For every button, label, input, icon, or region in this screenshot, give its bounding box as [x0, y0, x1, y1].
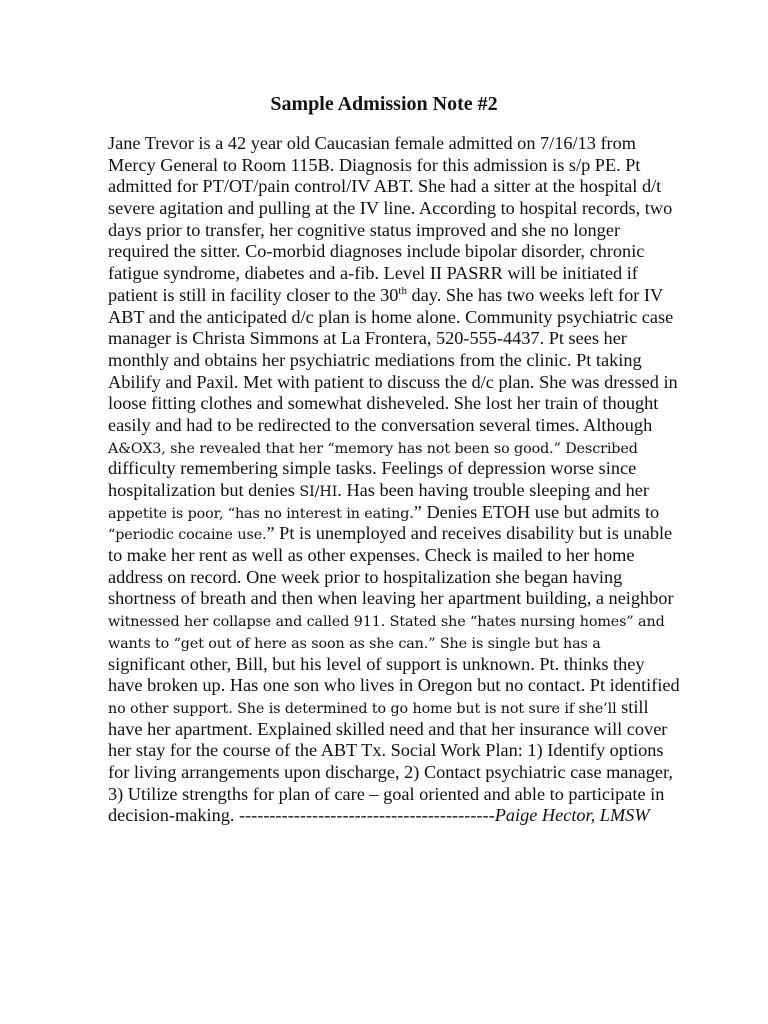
signature: Paige Hector, LMSW — [494, 805, 650, 826]
note-line — [108, 632, 673, 654]
emphasized-text: “periodic cocaine use. — [108, 527, 267, 544]
note-line — [108, 784, 673, 806]
admission-note-body — [108, 133, 680, 827]
note-line — [108, 805, 673, 827]
note-line — [108, 675, 680, 697]
note-line — [108, 588, 673, 610]
emphasized-text: witnessed her collapse and called 911. Stated she “hates nursing homes” and — [108, 614, 665, 631]
text-segment: severe agitation and pulling at the IV line. According to hospital records, two — [108, 198, 673, 219]
note-line — [108, 523, 673, 545]
text-segment: ABT and the anticipated d/c plan is home alone. Community psychiatric case — [108, 306, 674, 327]
note-line — [108, 133, 673, 155]
text-segment: Abilify and Paxil. Met with patient to discuss the d/c plan. She was dressed in — [108, 371, 678, 392]
note-line — [108, 285, 673, 307]
text-segment: to make her rent as well as other expenses. Check is mailed to her home — [108, 545, 635, 566]
note-line — [108, 350, 673, 372]
note-line — [108, 762, 673, 784]
text-segment: day. She has two weeks left for IV — [406, 284, 664, 305]
note-line — [108, 371, 678, 394]
page-title: Sample Admission Note #2 — [270, 93, 498, 115]
note-line — [108, 719, 673, 741]
note-line — [108, 458, 673, 480]
text-segment: required the sitter. Co-morbid diagnoses include bipolar disorder, chronic — [108, 241, 645, 262]
note-line — [108, 328, 673, 350]
emphasized-text: wants to “get out of here as soon as she can.” She is single but has a — [108, 635, 601, 652]
note-line — [108, 155, 673, 177]
emphasized-text: appetite is poor, “has no interest in eating. — [108, 505, 414, 522]
note-line — [108, 697, 673, 719]
note-line — [108, 307, 673, 329]
emphasized-text: no other support. She is determined to go home but is not sure if she’ll — [108, 700, 617, 717]
text-segment: ” Pt is unemployed and receives disability but is unable — [266, 523, 673, 544]
text-segment: ” Denies ETOH use but admits to — [413, 501, 660, 522]
text-segment: days prior to transfer, her cognitive status improved and she no longer — [108, 219, 621, 240]
text-segment: manager is Christa Simmons at La Frontera, 520-555-4437. Pt sees her — [108, 328, 627, 349]
note-line — [108, 567, 673, 589]
note-line — [108, 654, 673, 676]
text-segment: . Has been having trouble sleeping and her — [337, 480, 649, 500]
text-segment: Mercy General to Room 115B. Diagnosis for this admission is s/p PE. Pt — [108, 154, 641, 175]
note-line — [108, 176, 673, 198]
text-segment: hospitalization but denies — [108, 480, 300, 500]
note-line — [108, 437, 673, 459]
text-segment: shortness of breath and then when leaving her apartment building, a neighbor — [108, 588, 674, 609]
note-line — [108, 415, 673, 437]
text-segment: her stay for the course of the ABT Tx. Social Work Plan: 1) Identify options — [108, 740, 664, 761]
note-line — [108, 480, 673, 502]
text-segment: admitted for PT/OT/pain control/IV ABT. She had a sitter at the hospital d/t — [108, 176, 662, 197]
note-line — [108, 545, 673, 567]
text-segment: have broken up. Has one son who lives in Oregon but no contact. Pt identified — [108, 675, 680, 696]
note-line — [108, 502, 673, 524]
note-line — [108, 198, 673, 220]
text-segment: patient is still in facility closer to the 30 — [108, 284, 399, 305]
note-line — [108, 241, 673, 263]
text-segment: for living arrangements upon discharge, 2) Contact psychiatric case manager, — [108, 761, 673, 782]
text-segment: monthly and obtains her psychiatric mediations from the clinic. Pt taking — [108, 349, 642, 370]
note-line — [108, 610, 673, 632]
superscript: th — [398, 284, 407, 297]
emphasized-text: A&OX3, she revealed that her “memory has not been so good.” Described — [108, 440, 638, 457]
text-segment: still — [616, 696, 649, 717]
emphasized-text: SI/HI — [299, 484, 338, 500]
note-line — [108, 393, 673, 415]
text-segment: Jane Trevor is a 42 year old Caucasian female admitted on 7/16/13 from — [108, 133, 636, 153]
text-segment: have her apartment. Explained skilled need and that her insurance will cover — [108, 718, 668, 739]
note-line — [108, 220, 673, 242]
text-segment: fatigue syndrome, diabetes and a-fib. Level II PASRR will be initiated if — [108, 263, 638, 284]
note-line — [108, 740, 673, 762]
text-segment: difficulty remembering simple tasks. Feelings of depression worse since — [108, 458, 637, 479]
text-segment: 3) Utilize strengths for plan of care – goal oriented and able to participate in — [108, 783, 665, 804]
note-line — [108, 263, 673, 285]
text-segment: decision-making. ------------------------------------------ — [108, 805, 495, 826]
text-segment: loose fitting clothes and somewhat disheveled. She lost her train of thought — [108, 393, 659, 414]
text-segment: significant other, Bill, but his level of support is unknown. Pt. thinks they — [108, 653, 645, 674]
text-segment: address on record. One week prior to hospitalization she began having — [108, 566, 623, 587]
text-segment: easily and had to be redirected to the conversation several times. Although — [108, 414, 653, 435]
